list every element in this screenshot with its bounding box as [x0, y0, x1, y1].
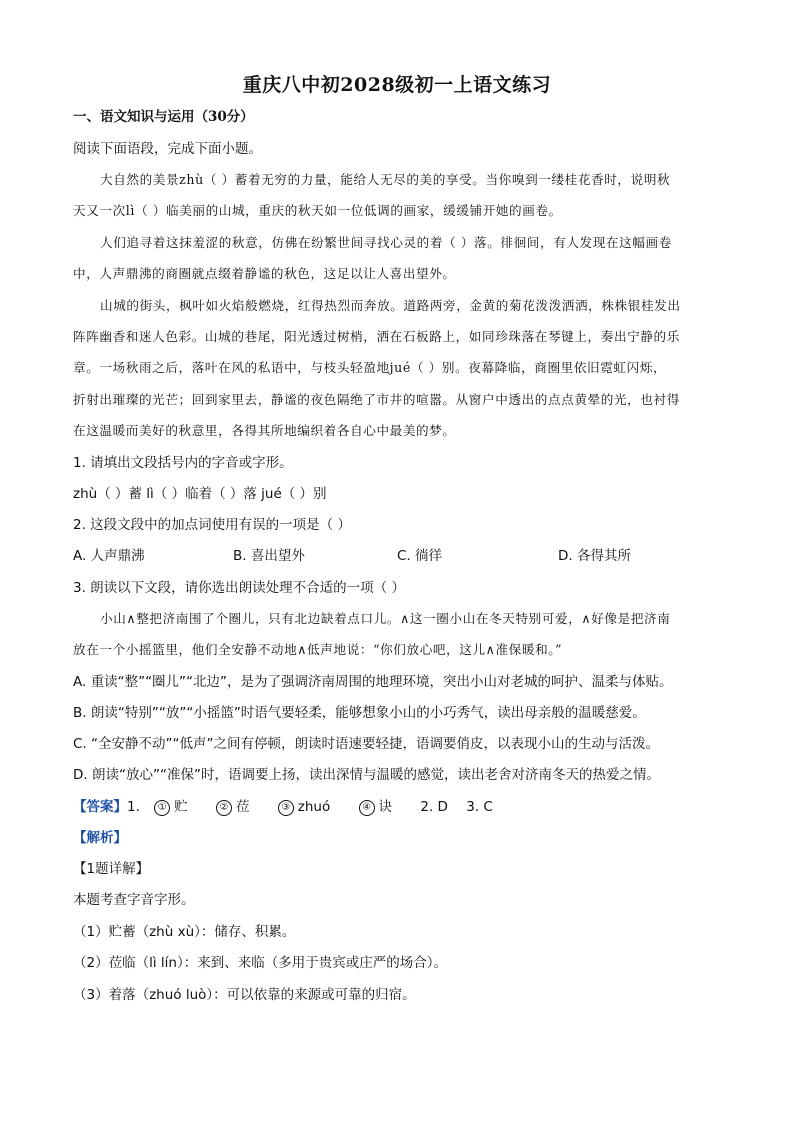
- circled-number: ②: [216, 800, 232, 816]
- q3-option-a: A. 重读“整”“圈儿”“北边”，是为了强调济南周围的地理环境，突出小山对老城的呵护、温柔与体贴。: [73, 674, 673, 690]
- question-1-stem: 1. 请填出文段括号内的字音或字形。: [73, 455, 293, 471]
- option-c: C. 徜徉: [397, 548, 443, 564]
- option-a: A. 人声鼎沸: [73, 548, 145, 564]
- circled-number: ③: [278, 800, 294, 816]
- q3-passage-line: 放在一个小摇篮里，他们全安静不动地∧低声地说：“你们放心吧，这儿∧准保暖和。”: [73, 642, 563, 657]
- question-2-stem: 2. 这段文段中的加点词使用有误的一项是（ ）: [73, 517, 351, 533]
- passage-line: 天又一次lì（ ）临美丽的山城，重庆的秋天如一位低调的画家，缓缓铺开她的画卷。: [73, 203, 562, 218]
- analysis-sub-label: 【1题详解】: [73, 861, 150, 877]
- answer-q2: 2. D: [420, 799, 448, 815]
- passage-line: 章。一场秋雨之后，落叶在风的私语中，与枝头轻盈地jué（ ）别。夜幕降临，商圈里依旧霓虹闪烁，: [73, 360, 667, 375]
- page-title: 重庆八中初2028级初一上语文练习: [242, 74, 552, 96]
- answer-item: zhuó: [297, 799, 331, 815]
- answer-item: 莅: [235, 799, 250, 815]
- passage-line: 大自然的美景zhù（ ）蓄着无穷的力量，能给人无尽的美的享受。当你嗅到一缕桂花香时，说明秋: [100, 172, 671, 187]
- option-b: B. 喜出望外: [233, 548, 305, 564]
- q3-option-c: C. “全安静不动”“低声”之间有停顿，朗读时语速要轻捷，语调要俏皮，以表现小山的生动与活泼。: [73, 736, 659, 752]
- analysis-point: （1）贮蓄（zhù xù）：储存、积累。: [73, 924, 296, 940]
- q3-option-d: D. 朗读“放心”“准保”时，语调要上扬，读出深情与温暖的感觉，读出老舍对济南冬天的热爱之情。: [73, 767, 660, 783]
- passage-line: 阵阵幽香和迷人色彩。山城的巷尾，阳光透过树梢，洒在石板路上，如同珍珠落在琴键上，奏出宁静的乐: [73, 329, 680, 344]
- reading-intro: 阅读下面语段，完成下面小题。: [73, 141, 262, 157]
- answer-label: 【答案】: [73, 799, 127, 815]
- answer-item: 诀: [378, 799, 393, 815]
- answer-line: [73, 797, 733, 817]
- analysis-point: （2）莅临（lì lín）：来到、来临（多用于贵宾或庄严的场合）。: [73, 955, 447, 971]
- section-heading: 一、语文知识与运用（30分）: [73, 109, 254, 125]
- analysis-point: （3）着落（zhuó luò）：可以依靠的来源或可靠的归宿。: [73, 987, 416, 1003]
- q3-passage-line: 小山∧整把济南围了个圈儿，只有北边缺着点口儿。∧这一圈小山在冬天特别可爱，∧好像是把济南: [100, 611, 671, 626]
- passage-line: 中，人声鼎沸的商圈就点缀着静谧的秋色，这足以让人喜出望外。: [73, 266, 456, 281]
- question-3-stem: 3. 朗读以下文段，请你选出朗读处理不合适的一项（ ）: [73, 580, 405, 596]
- question-1-blanks: zhù（ ）蓄 lì（ ）临着（ ）落 jué（ ）别: [73, 486, 327, 502]
- passage-line: 折射出璀璨的光芒；回到家里去，静谧的夜色隔绝了市井的喧嚣。从窗户中透出的点点黄晕的光，也衬得: [73, 392, 680, 407]
- passage-line: 山城的街头，枫叶如火焰般燃烧，红得热烈而奔放。道路两旁，金黄的菊花泼泼洒洒，株株银桂发出: [100, 298, 681, 313]
- circled-number: ①: [154, 800, 170, 816]
- answer-prefix: 1.: [127, 799, 140, 815]
- option-d: D. 各得其所: [558, 548, 631, 564]
- passage-line: 人们追寻着这抹羞涩的秋意，仿佛在纷繁世间寻找心灵的着（ ）落。徘徊间，有人发现在这幅画卷: [100, 235, 672, 250]
- answer-item: 贮: [174, 799, 188, 815]
- analysis-label: 【解析】: [73, 830, 127, 846]
- analysis-intro: 本题考查字音字形。: [73, 892, 195, 908]
- q3-option-b: B. 朗读“特别”“放”“小摇篮”时语气要轻柔，能够想象小山的小巧秀气，读出母亲般的温暖慈爱。: [73, 705, 646, 721]
- circled-number: ④: [359, 800, 375, 816]
- answer-q3: 3. C: [466, 799, 493, 815]
- passage-line: 在这温暖而美好的秋意里，各得其所地编织着各自心中最美的梦。: [73, 423, 456, 438]
